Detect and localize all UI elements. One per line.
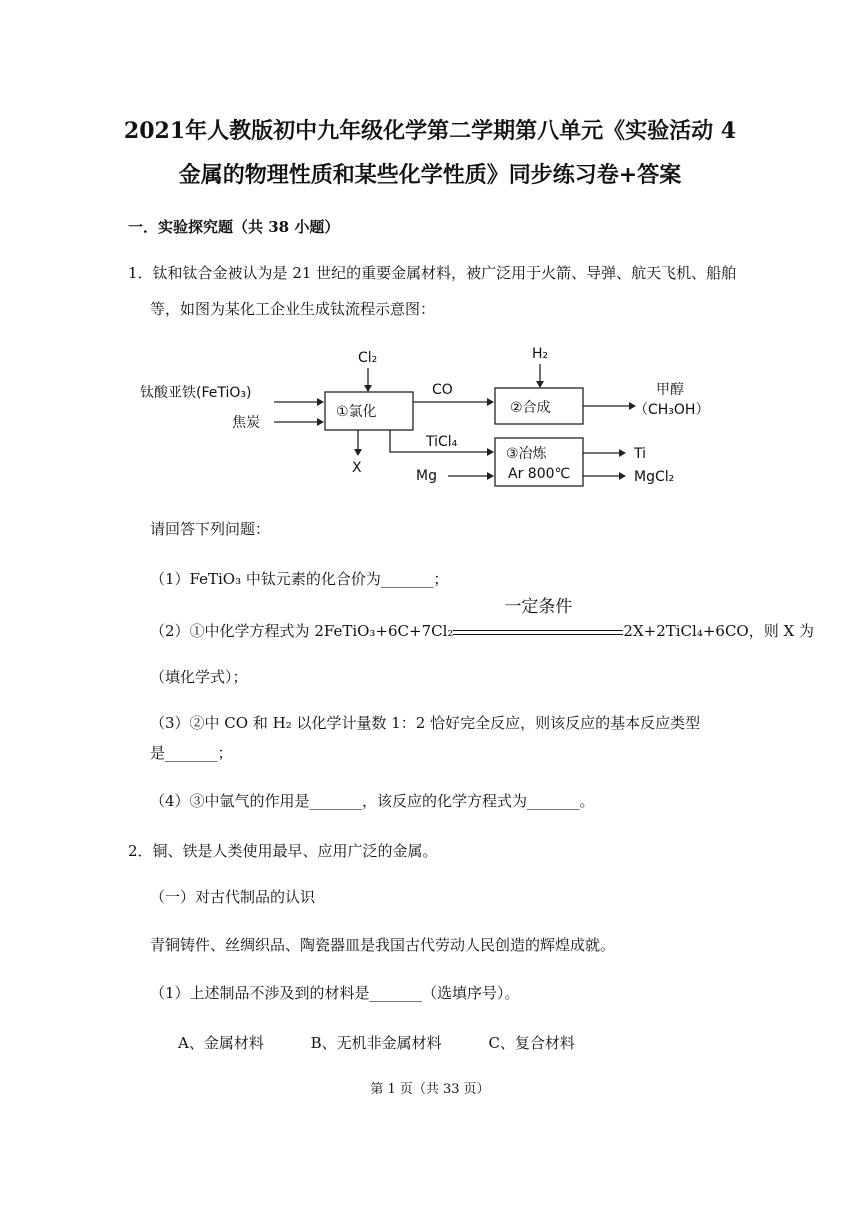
input-fetio3-label: 钛酸亚铁(FeTiO₃) — [140, 385, 252, 401]
h2-label: H₂ — [532, 346, 549, 362]
ti-label: Ti — [634, 446, 647, 462]
question-1-part-2 — [150, 597, 814, 642]
question-1-prompt: 请回答下列问题： — [150, 520, 271, 538]
arrow-head — [364, 385, 372, 392]
equals-bar — [453, 630, 623, 631]
question-2-stem: 2．铜、铁是人类使用最早、应用广泛的金属。 — [128, 842, 438, 860]
arrow-head — [487, 472, 494, 480]
question-1-stem-line-2: 等，如图为某化工企业生成钛流程示意图： — [150, 300, 436, 318]
input-coke-label: 焦炭 — [232, 415, 260, 431]
question-2-text: 青铜铸件、丝绸织品、陶瓷器皿是我国古代劳动人民创造的辉煌成就。 — [150, 936, 616, 954]
question-1-part-4: （4）③中氩气的作用是_______，该反应的化学方程式为_______。 — [150, 792, 595, 810]
option-a: A、金属材料 — [178, 1034, 264, 1052]
document-title-line-1: 2021年人教版初中九年级化学第二学期第八单元《实验活动 4 — [123, 118, 737, 144]
section-heading: 一．实验探究题（共 38 小题） — [128, 218, 340, 236]
arrow-head — [487, 398, 494, 406]
question-2-part-heading: （一）对古代制品的认识 — [150, 888, 316, 906]
arrow-head — [619, 472, 626, 480]
arrow-head — [619, 449, 626, 457]
methanol-formula-label: （CH₃OH） — [634, 402, 710, 418]
arrow-head — [487, 448, 494, 456]
cl2-label: Cl₂ — [358, 350, 378, 366]
answer-options — [178, 1032, 617, 1053]
question-2-part-1: （1）上述制品不涉及到的材料是_______（选填序号）。 — [150, 984, 520, 1002]
question-1-part-3-continued: 是_______； — [150, 744, 233, 762]
box-synthesis-label: ②合成 — [510, 400, 551, 416]
ticl4-label: TiCl₄ — [426, 434, 458, 450]
option-c: C、复合材料 — [488, 1034, 575, 1052]
question-1-part-2-continued: （填化学式）； — [150, 668, 248, 686]
arrow-head — [317, 418, 324, 426]
arrow-head — [536, 381, 544, 388]
mg-label: Mg — [416, 468, 437, 484]
box-chlorination-label: ①氯化 — [336, 404, 377, 420]
equation-left-side: （2）①中化学方程式为 2FeTiO₃+6C+7Cl₂ — [150, 622, 454, 640]
equation-right-side: 2X+2TiCl₄+6CO，则 X 为 — [623, 622, 814, 640]
question-1-part-1: （1）FeTiO₃ 中钛元素的化合价为_______； — [150, 570, 449, 588]
reaction-condition-arrow — [453, 597, 623, 642]
co-label: CO — [432, 382, 453, 398]
titanium-process-flow-diagram — [140, 340, 720, 500]
methanol-label: 甲醇 — [656, 382, 684, 398]
box-smelting-label: ③冶炼 — [506, 446, 547, 462]
page-footer: 第 1 页（共 33 页） — [370, 1082, 490, 1097]
question-1-part-3: （3）②中 CO 和 H₂ 以化学计量数 1：2 恰好完全反应，则该反应的基本反应类型 — [150, 714, 701, 732]
option-b: B、无机非金属材料 — [310, 1034, 442, 1052]
x-label: X — [352, 460, 362, 476]
question-1-stem-line-1: 1．钛和钛合金被认为是 21 世纪的重要金属材料，被广泛用于火箭、导弹、航天飞机、船舶 — [128, 264, 737, 282]
equals-bar — [453, 634, 623, 635]
document-title-line-2: 金属的物理性质和某些化学性质》同步练习卷+答案 — [178, 162, 682, 188]
box-smelting-conditions: Ar 800℃ — [508, 466, 571, 482]
arrow-head — [317, 398, 324, 406]
reaction-condition-label: 一定条件 — [504, 597, 573, 617]
arrow-head — [354, 449, 362, 456]
mgcl2-label: MgCl₂ — [634, 469, 675, 485]
